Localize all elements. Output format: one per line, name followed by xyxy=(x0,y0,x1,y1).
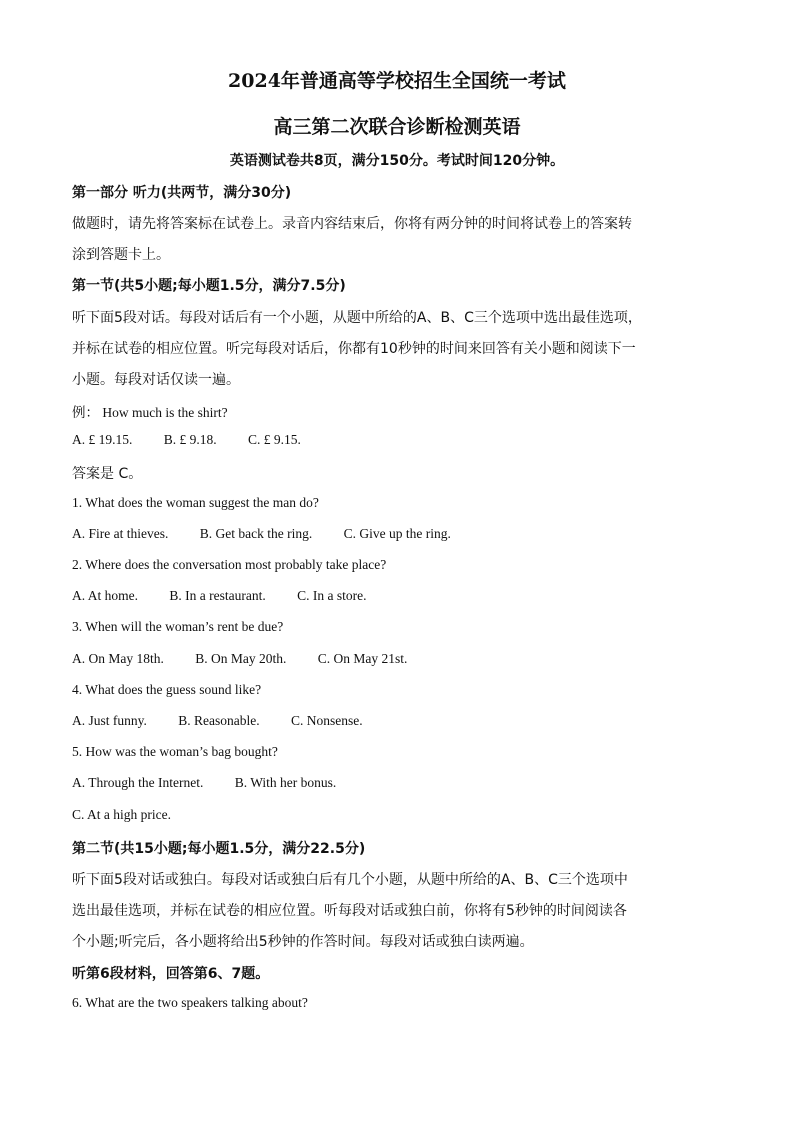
example-option-c: C. £ 9.15. xyxy=(248,432,301,447)
material-note: 听第6段材料，回答第6、7题。 xyxy=(72,966,270,982)
q2-option-a: A. At home. xyxy=(72,588,138,603)
q2-option-c: C. In a store. xyxy=(297,588,367,603)
q5-option-a: A. Through the Internet. xyxy=(72,775,204,790)
exam-subtitle: 高三第二次联合诊断检测英语 xyxy=(273,116,521,138)
section2-instruction-line1: 听下面5段对话或独白。每段对话或独白后有几个小题，从题中所给的A、B、C三个选项中 xyxy=(72,872,628,888)
section2-instruction-line2: 选出最佳选项，并标在试卷的相应位置。听每段对话或独白前，你将有5秒钟的时间阅读各 xyxy=(72,903,627,919)
question-3: 3. When will the woman’s rent be due? xyxy=(72,619,284,634)
question-5-options xyxy=(72,775,722,791)
exam-info: 英语测试卷共8页，满分150分。考试时间120分钟。 xyxy=(229,153,565,169)
question-2: 2. Where does the conversation most probably take place? xyxy=(72,557,387,572)
question-6: 6. What are the two speakers talking about? xyxy=(72,995,308,1010)
question-3-options xyxy=(72,651,722,667)
section1-instruction-line1: 听下面5段对话。每段对话后有一个小题，从题中所给的A、B、C三个选项中选出最佳选项， xyxy=(72,310,642,326)
example-question: 例： How much is the shirt? xyxy=(72,405,228,420)
section1-heading: 第一节(共5小题;每小题1.5分，满分7.5分) xyxy=(72,278,346,294)
part1-instruction-line1: 做题时，请先将答案标在试卷上。录音内容结束后，你将有两分钟的时间将试卷上的答案转 xyxy=(72,216,632,232)
exam-title: 2024年普通高等学校招生全国统一考试 xyxy=(228,70,566,92)
question-2-options xyxy=(72,588,722,604)
q4-option-a: A. Just funny. xyxy=(72,713,147,728)
q3-option-a: A. On May 18th. xyxy=(72,651,164,666)
question-4: 4. What does the guess sound like? xyxy=(72,682,262,697)
q3-option-c: C. On May 21st. xyxy=(317,651,408,666)
example-option-b: B. £ 9.18. xyxy=(163,432,217,447)
question-1: 1. What does the woman suggest the man do? xyxy=(72,495,319,510)
section1-instruction-line3: 小题。每段对话仅读一遍。 xyxy=(72,372,240,388)
q5-option-b: B. With her bonus. xyxy=(234,775,337,790)
question-4-options xyxy=(72,713,722,729)
question-1-options xyxy=(72,526,722,542)
q4-option-c: C. Nonsense. xyxy=(291,713,363,728)
section1-instruction-line2: 并标在试卷的相应位置。听完每段对话后，你都有10秒钟的时间来回答有关小题和阅读下一 xyxy=(72,341,636,357)
example-options xyxy=(72,432,722,448)
section2-instruction-line3: 个小题;听完后，各小题将给出5秒钟的作答时间。每段对话或独白读两遍。 xyxy=(72,934,534,950)
example-answer: 答案是 C。 xyxy=(72,466,143,482)
q2-option-b: B. In a restaurant. xyxy=(169,588,266,603)
q1-option-b: B. Get back the ring. xyxy=(199,526,313,541)
q1-option-a: A. Fire at thieves. xyxy=(72,526,169,541)
q3-option-b: B. On May 20th. xyxy=(195,651,287,666)
part1-instruction-line2: 涂到答题卡上。 xyxy=(72,247,170,263)
example-option-a: A. £ 19.15. xyxy=(72,432,133,447)
section2-heading: 第二节(共15小题;每小题1.5分，满分22.5分) xyxy=(72,841,366,857)
q5-option-c: C. At a high price. xyxy=(72,807,171,822)
q4-option-b: B. Reasonable. xyxy=(178,713,260,728)
part1-heading: 第一部分 听力(共两节，满分30分) xyxy=(72,185,292,201)
question-5: 5. How was the woman’s bag bought? xyxy=(72,744,278,759)
q1-option-c: C. Give up the ring. xyxy=(343,526,451,541)
